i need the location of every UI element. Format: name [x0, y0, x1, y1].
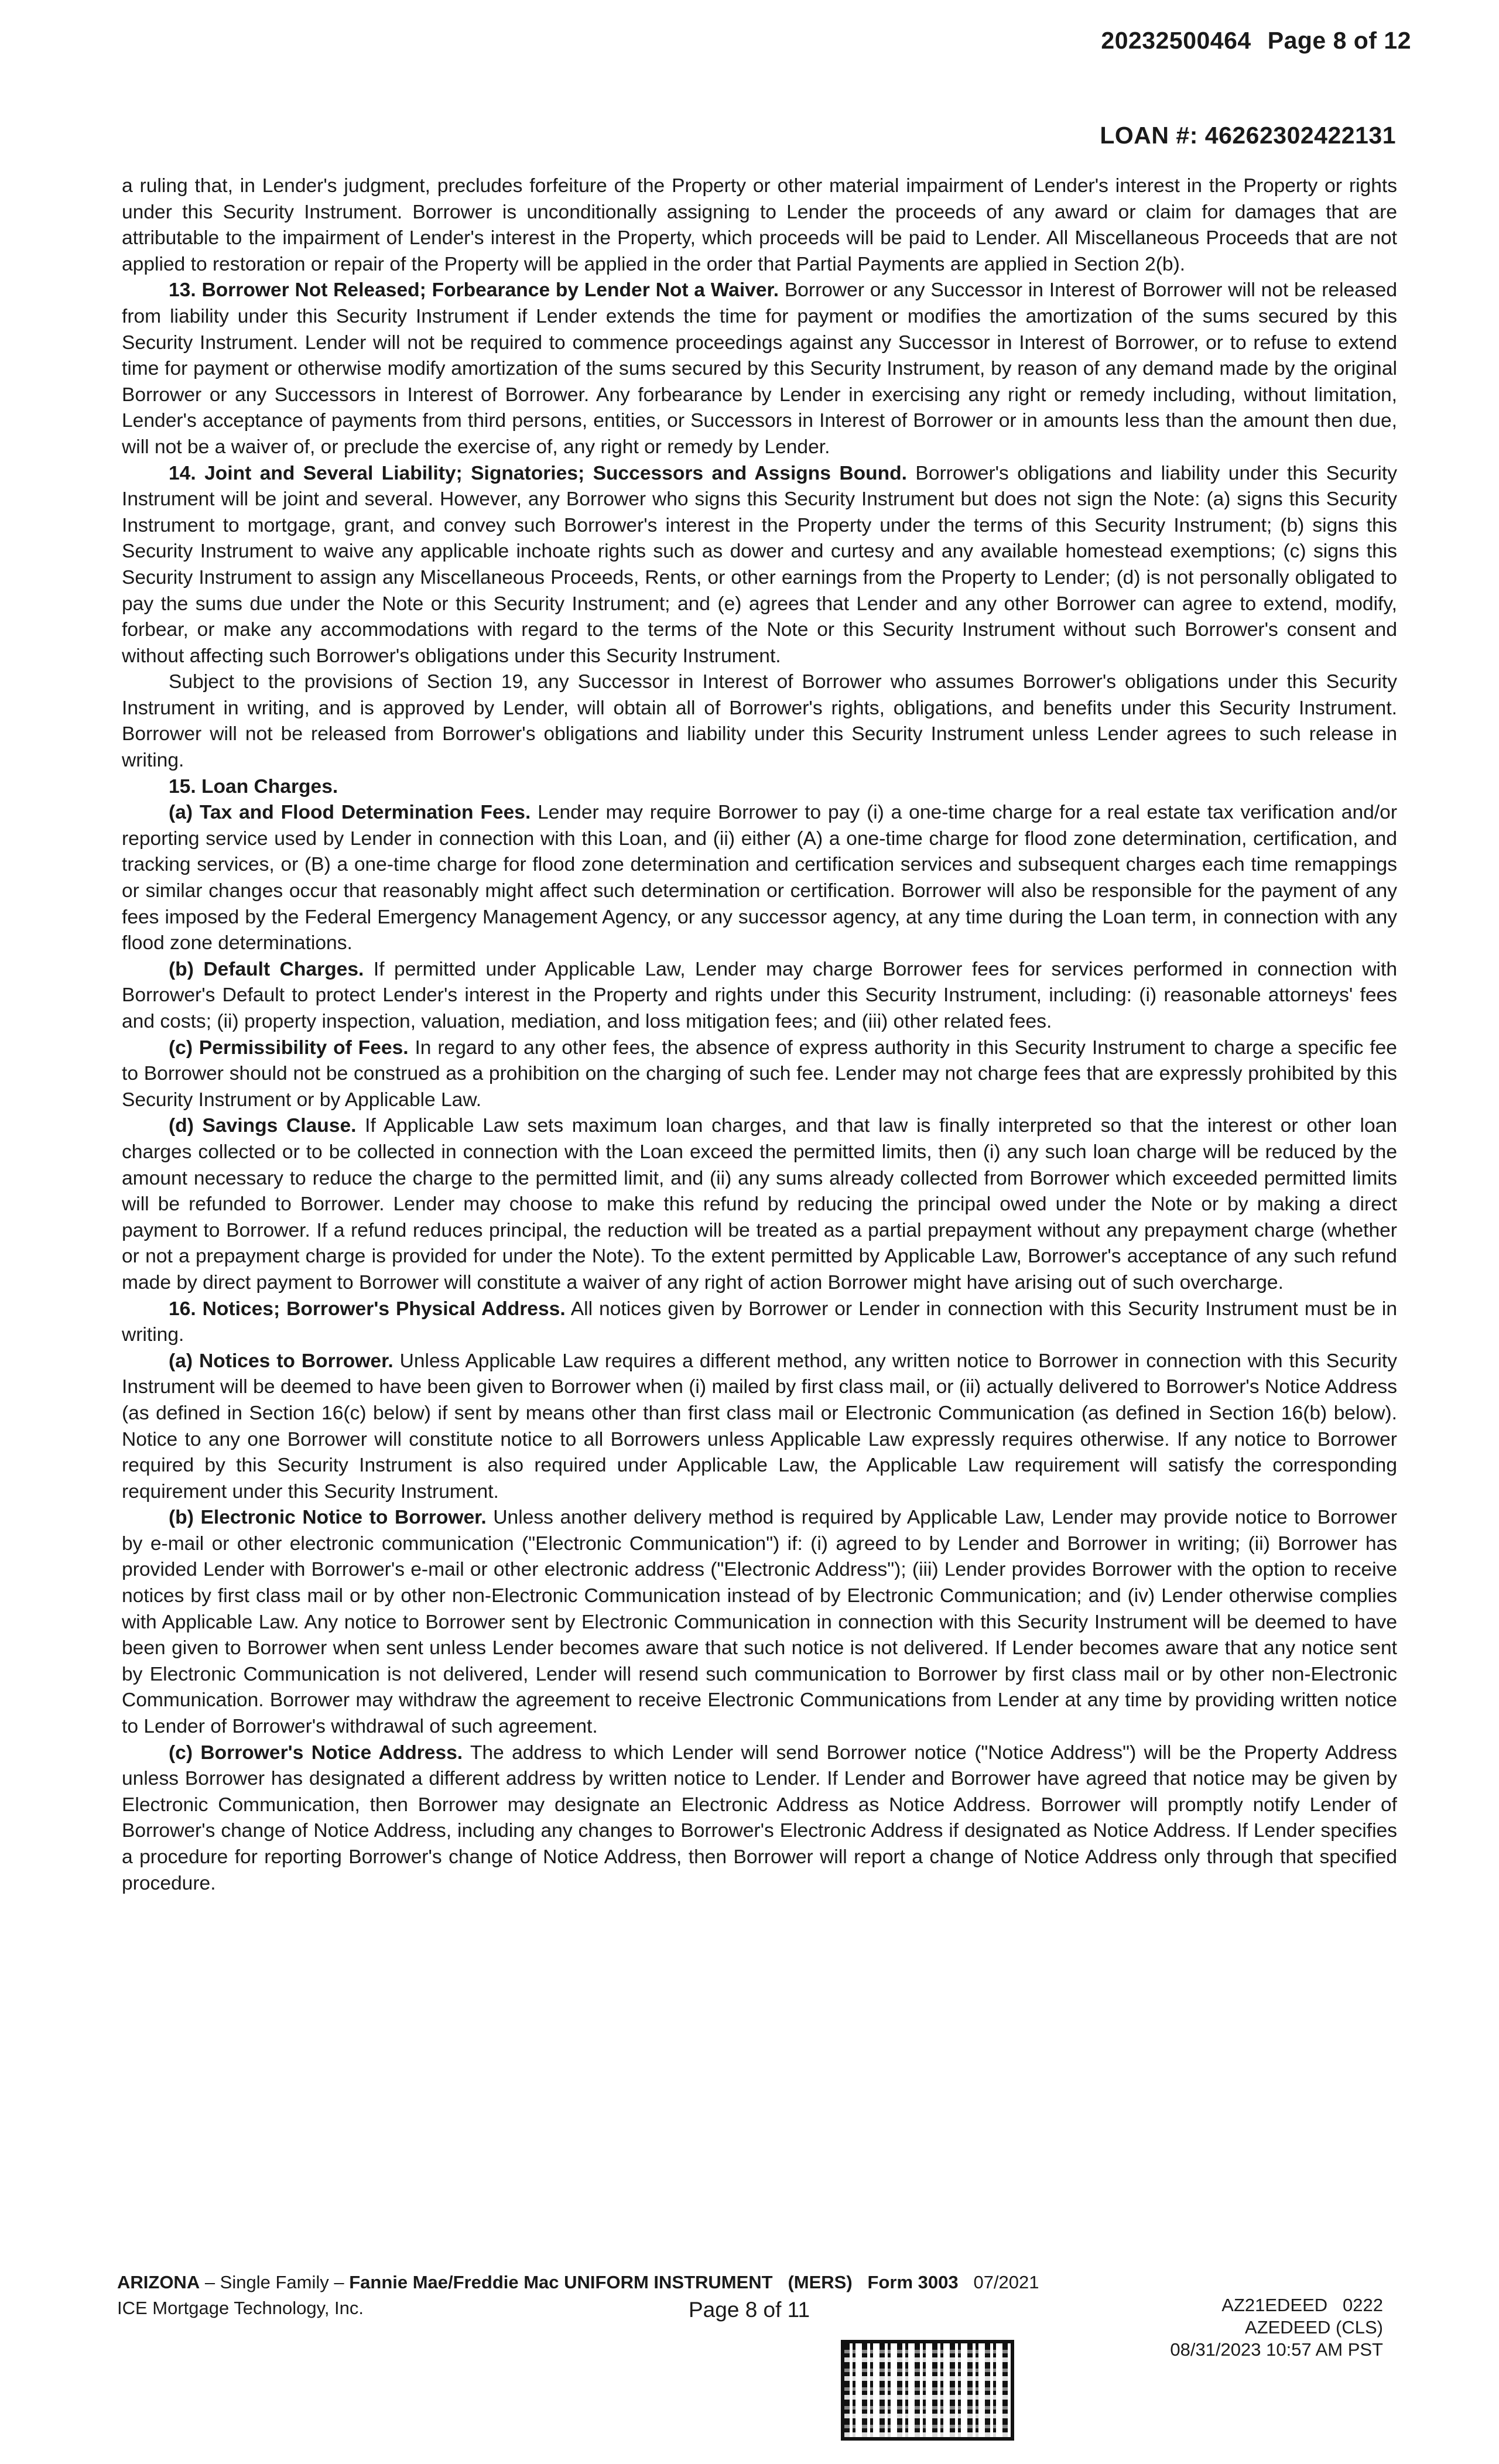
footer-doc-code-2: AZEDEED (CLS): [1245, 2317, 1383, 2338]
section-15d-text: If Applicable Law sets maximum loan charges, and that law is finally interpreted so that the interest or other loan charges collected or to be collected in connection with the Loan exceed the permitted limits, then (i) any such loan charge will be reduced by the amount necessary to reduce the charge to the permitted limit, and (ii) any sums already collected from Borrower which exceeded permitted limits will be refunded to Borrower. Lender may choose to make this refund by reducing the principal owed under the Note or by making a direct payment to Borrower. If a refund reduces principal, the reduction will be treated as a partial prepayment without any prepayment charge (whether or not a prepayment charge is provided for under the Note). To the extent permitted by Applicable Law, Borrower's acceptance of any such refund made by direct payment to Borrower will constitute a waiver of any right of action Borrower might have arising out of such overcharge.: [122, 1115, 1397, 1293]
footer-form-date: 07/2021: [973, 2272, 1039, 2292]
section-15a-heading: (a) Tax and Flood Determination Fees.: [169, 802, 531, 824]
footer-form: Form 3003: [867, 2272, 959, 2292]
footer-instrument: Fannie Mae/Freddie Mac UNIFORM INSTRUMENT: [349, 2272, 773, 2292]
section-13-text: Borrower or any Successor in Interest of Borrower will not be released from liability under this Security Instrument if Lender extends the time for payment or modifies the amortization of the sums secured by this Security Instrument. Lender will not be required to commence proceedings against any Successor in Interest of Borrower, or to refuse to extend time for payment or otherwise modify amortization of the sums secured by this Security Instrument, by reason of any demand made by the original Borrower or any Successors in Interest of Borrower. Any forbearance by Lender in exercising any right or remedy including, without limitation, Lender's acceptance of payments from third persons, entities, or Successors in Interest of Borrower or in amounts less than the amount then due, will not be a waiver of, or preclude the exercise of, any right or remedy by Lender.: [122, 279, 1397, 458]
section-16a: [122, 1349, 1397, 1505]
section-15b: [122, 957, 1397, 1035]
section-16c-heading: (c) Borrower's Notice Address.: [169, 1741, 463, 1764]
recording-header: [1101, 27, 1411, 54]
section-14: [122, 461, 1397, 670]
section-16-text: All notices given by Borrower or Lender in connection with this Security Instrument must be in writing.: [122, 1298, 1397, 1346]
footer-mers: (MERS): [788, 2272, 853, 2292]
footer-doc-code: AZ21EDEED: [1221, 2295, 1328, 2315]
section-16b: [122, 1505, 1397, 1740]
loan-number: LOAN #: 46262302422131: [1100, 122, 1396, 149]
section-15c: [122, 1035, 1397, 1114]
footer-dash: – Single Family –: [200, 2272, 350, 2292]
section-15: [122, 774, 1397, 800]
section-14-text: Borrower's obligations and liability under this Security Instrument will be joint and several. However, any Borrower who signs this Security Instrument but does not sign the Note: (a) signs this Security Instrument to mortgage, grant, and convey such Borrower's interest in the Property under the terms of this Security Instrument; (b) signs this Security Instrument to waive any applicable inchoate rights such as dower and curtesy and any available homestead exemptions; (c) signs this Security Instrument to assign any Miscellaneous Proceeds, Rents, or other earnings from the Property to Lender; (d) is not personally obligated to pay the sums due under the Note or this Security Instrument; and (e) agrees that Lender and any other Borrower can agree to extend, modify, forbear, or make any accommodations with regard to the terms of the Note or this Security Instrument without such Borrower's consent and without affecting such Borrower's obligations under this Security Instrument.: [122, 462, 1398, 667]
footer-company: ICE Mortgage Technology, Inc.: [117, 2298, 364, 2318]
section-16a-text: Unless Applicable Law requires a different method, any written notice to Borrower in connection with this Security Instrument will be deemed to have been given to Borrower when (i) mailed by first class mail, or (ii) actually delivered to Borrower's Notice Address (as defined in Section 16(c) below) if sent by means other than first class mail or Electronic Communication (as defined in Section 16(b) below). Notice to any one Borrower will constitute notice to all Borrowers unless Applicable Law expressly requires otherwise. If any notice to Borrower required by this Security Instrument is also required under Applicable Law, the Applicable Law requirement will satisfy the corresponding requirement under this Security Instrument.: [122, 1350, 1397, 1503]
section-15d-heading: (d) Savings Clause.: [169, 1115, 357, 1137]
section-15b-heading: (b) Default Charges.: [169, 958, 364, 980]
section-13-heading: 13. Borrower Not Released; Forbearance by Lender Not a Waiver.: [169, 279, 779, 302]
section-15c-heading: (c) Permissibility of Fees.: [169, 1036, 409, 1059]
section-15d: [122, 1113, 1397, 1296]
section-16c-text: The address to which Lender will send Borrower notice ("Notice Address") will be the Property Address unless Borrower has designated a different address by written notice to Lender. If Lender and Borrower have agreed that notice may be given by Electronic Communication, then Borrower may designate an Electronic Address as Notice Address. Borrower will promptly notify Lender of Borrower's change of Notice Address, including any changes to Borrower's Electronic Address if designated as Notice Address. If Lender specifies a procedure for reporting Borrower's change of Notice Address, then Borrower will report a change of Notice Address only through that specified procedure.: [122, 1741, 1398, 1894]
section-15a-text: Lender may require Borrower to pay (i) a one-time charge for a real estate tax verification and/or reporting service used by Lender in connection with this Loan, and (ii) either (A) a one-time charge for flood zone determination, certification, and tracking services, or (B) a one-time charge for flood zone determination and certification services and subsequent charges each time remappings or similar changes occur that reasonably might affect such determination or certification. Borrower will also be responsible for the payment of any fees imposed by the Federal Emergency Management Agency, or any successor agency, at any time during the Loan term, in connection with any flood zone determinations.: [122, 802, 1398, 954]
footer-doc-code-num: 0222: [1343, 2295, 1383, 2315]
record-number: 20232500464: [1101, 27, 1251, 54]
footer-timestamp: 08/31/2023 10:57 AM PST: [1170, 2339, 1383, 2360]
section-15b-text: If permitted under Applicable Law, Lender may charge Borrower fees for services performed in connection with Borrower's Default to protect Lender's interest in the Property and rights under this Security Instrument, including: (i) reasonable attorneys' fees and costs; (ii) property inspection, valuation, mediation, and loss mitigation fees; and (iii) other related fees.: [122, 958, 1397, 1032]
footer-form-line: [117, 2272, 1039, 2293]
record-page-label: Page 8 of 12: [1267, 27, 1411, 54]
section-13: [122, 278, 1397, 460]
section-15-heading: 15. Loan Charges.: [169, 775, 338, 798]
footer-state: ARIZONA: [117, 2272, 200, 2292]
section-15a: [122, 800, 1397, 957]
footer-page-label: Page 8 of 11: [689, 2298, 810, 2322]
paragraph-continuation: a ruling that, in Lender's judgment, precludes forfeiture of the Property or other material impairment of Lender's interest in the Property or rights under this Security Instrument. Borrower is unconditionally assigning to Lender the proceeds of any award or claim for damages that are attributable to the impairment of Lender's interest in the Property, which proceeds will be paid to Lender. All Miscellaneous Proceeds that are not applied to restoration or repair of the Property will be applied in the order that Partial Payments are applied in Section 2(b).: [122, 175, 1397, 275]
section-16: [122, 1296, 1397, 1349]
page-footer: [0, 2272, 1499, 2459]
section-15c-text: In regard to any other fees, the absence of express authority in this Security Instrument to charge a specific fee to Borrower should not be construed as a prohibition on the charging of such fee. Lender may not charge fees that are expressly prohibited by this Security Instrument or by Applicable Law.: [122, 1036, 1397, 1111]
footer-doc-codes: [1170, 2294, 1383, 2361]
section-16b-heading: (b) Electronic Notice to Borrower.: [169, 1507, 487, 1529]
section-16c: [122, 1740, 1397, 1897]
section-16b-text: Unless another delivery method is required by Applicable Law, Lender may provide notice to Borrower by e-mail or other electronic communication ("Electronic Communication") if: (i) agreed to by Lender and Borrower in writing; (ii) Borrower has provided Lender with Borrower's e-mail or other electronic address ("Electronic Address"); (iii) Lender provides Borrower with the option to receive notices by first class mail or by other non-Electronic Communication instead of by Electronic Communication; and (iv) Lender otherwise complies with Applicable Law. Any notice to Borrower sent by Electronic Communication in connection with this Security Instrument will be deemed to have been given to Borrower when sent unless Lender becomes aware that such notice is not delivered. If Lender becomes aware that any notice sent by Electronic Communication is not delivered, Lender will resend such communication to Borrower by first class mail or by other non-Electronic Communication. Borrower may withdraw the agreement to receive Electronic Communications from Lender at any time by providing written notice to Lender of Borrower's withdrawal of such agreement.: [122, 1507, 1397, 1738]
section-16a-heading: (a) Notices to Borrower.: [169, 1350, 393, 1372]
section-14-heading: 14. Joint and Several Liability; Signatories; Successors and Assigns Bound.: [169, 462, 908, 484]
barcode-icon: [841, 2340, 1014, 2441]
section-16-heading: 16. Notices; Borrower's Physical Address.: [169, 1298, 566, 1320]
section-14-paragraph-2: Subject to the provisions of Section 19, any Successor in Interest of Borrower who assumes Borrower's obligations under this Security Instrument in writing, and is approved by Lender, will obtain all of Borrower's rights, obligations, and benefits under this Security Instrument. Borrower will not be released from Borrower's obligations and liability under this Security Instrument unless Lender agrees to such release in writing.: [122, 671, 1397, 772]
document-body: [122, 173, 1397, 1897]
